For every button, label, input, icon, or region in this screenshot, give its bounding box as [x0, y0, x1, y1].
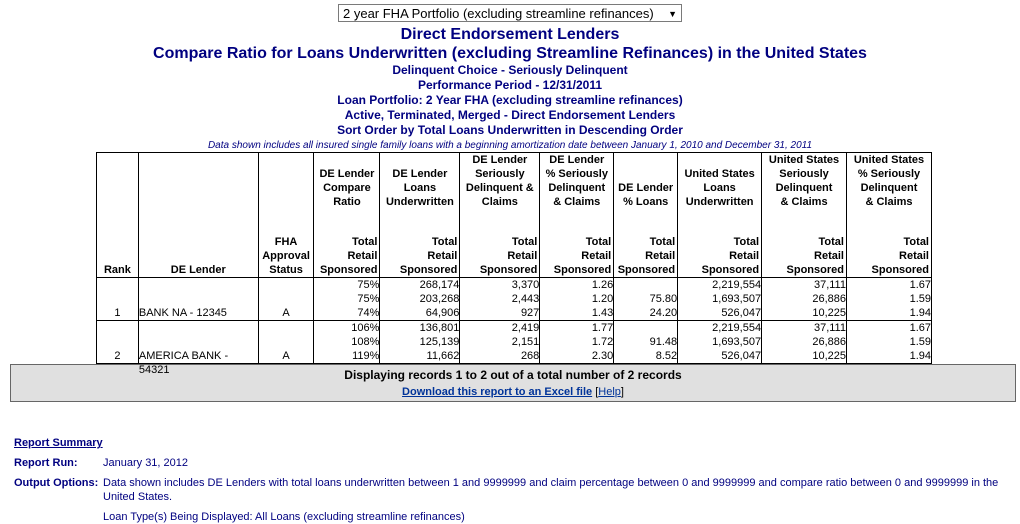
criteria-line: Delinquent Choice - Seriously Delinquent: [392, 63, 628, 77]
rank-cell: 1: [97, 278, 139, 321]
records-footer: Displaying records 1 to 2 out of a total number of 2 records Download this report to an Excel file [Help]: [10, 364, 1016, 402]
us-seriously-delinquent-cell: 37,111 26,886 10,225: [762, 321, 847, 364]
report-run-label: Report Run:: [14, 457, 78, 469]
page-header: [0, 0, 1020, 152]
column-header: DE Lender Seriously Delinquent & Claims Total Retail Sponsored: [460, 153, 540, 278]
page-subtitle: Compare Ratio for Loans Underwritten (excluding Streamline Refinances) in the United States: [153, 45, 867, 62]
compare-ratio-cell: 75% 75% 74%: [314, 278, 380, 321]
column-header: Rank: [97, 153, 139, 278]
column-header: DE Lender: [138, 153, 258, 278]
rank-cell: 2: [97, 321, 139, 364]
page-title: Direct Endorsement Lenders: [400, 26, 620, 43]
criteria-line: Active, Terminated, Merged - Direct Endorsement Lenders: [344, 108, 676, 122]
chevron-down-icon[interactable]: ▼: [668, 9, 677, 19]
data-note: Data shown includes all insured single family loans with a beginning amortization date between January 1, 2010 and December 31, 2011: [207, 140, 813, 151]
table-row: [97, 278, 932, 321]
lender-cell: BANK NA - 12345: [138, 278, 258, 321]
report-run-value: January 31, 2012: [103, 457, 189, 469]
report-summary-title: Report Summary: [14, 437, 103, 449]
seriously-delinquent-cell: 2,419 2,151 268: [460, 321, 540, 364]
us-pct-seriously-delinquent-cell: 1.67 1.59 1.94: [846, 321, 931, 364]
criteria-line: Sort Order by Total Loans Underwritten in Descending Order: [337, 123, 683, 137]
table-row: [97, 321, 932, 364]
column-header: DE Lender % Loans Total Retail Sponsored: [614, 153, 678, 278]
column-header: DE Lender Loans Underwritten Total Retail Sponsored: [380, 153, 460, 278]
help-link[interactable]: Help: [598, 386, 621, 398]
loan-types-value: Loan Type(s) Being Displayed: All Loans (excluding streamline refinances): [103, 511, 465, 523]
us-loans-underwritten-cell: 2,219,554 1,693,507 526,047: [678, 321, 762, 364]
pct-loans-cell: 75.80 24.20: [614, 278, 678, 321]
pct-loans-cell: 91.48 8.52: [614, 321, 678, 364]
report-summary: [14, 436, 1004, 524]
column-header: United States Loans Underwritten Total Retail Sponsored: [678, 153, 762, 278]
loans-underwritten-cell: 136,801 125,139 11,662: [380, 321, 460, 364]
us-pct-seriously-delinquent-cell: 1.67 1.59 1.94: [846, 278, 931, 321]
output-options-value: Data shown includes DE Lenders with total loans underwritten between 1 and 9999999 and claim percentage between 0 and 9999999 and compare ratio between 0 and 9999999 in the United States.: [103, 477, 999, 503]
download-excel-link[interactable]: Download this report to an Excel file: [402, 386, 593, 398]
column-header: FHA Approval Status: [258, 153, 314, 278]
status-cell: A: [258, 321, 314, 364]
column-header: United States Seriously Delinquent & Claims Total Retail Sponsored: [762, 153, 847, 278]
pct-seriously-delinquent-cell: 1.26 1.20 1.43: [540, 278, 614, 321]
portfolio-select-value: 2 year FHA Portfolio (excluding streamline refinances): [343, 6, 654, 21]
criteria-line: Loan Portfolio: 2 Year FHA (excluding streamline refinances): [337, 93, 683, 107]
pct-seriously-delinquent-cell: 1.77 1.72 2.30: [540, 321, 614, 364]
loans-underwritten-cell: 268,174 203,268 64,906: [380, 278, 460, 321]
lender-cell: AMERICA BANK - 54321: [138, 321, 258, 364]
records-count: Displaying records 1 to 2 out of a total number of 2 records: [344, 368, 682, 382]
output-options-label: Output Options:: [14, 477, 99, 489]
column-header: United States % Seriously Delinquent & Claims Total Retail Sponsored: [846, 153, 931, 278]
criteria-line: Performance Period - 12/31/2011: [417, 78, 603, 92]
column-header: DE Lender % Seriously Delinquent & Claims Total Retail Sponsored: [540, 153, 614, 278]
seriously-delinquent-cell: 3,370 2,443 927: [460, 278, 540, 321]
us-loans-underwritten-cell: 2,219,554 1,693,507 526,047: [678, 278, 762, 321]
status-cell: A: [258, 278, 314, 321]
compare-ratio-cell: 106% 108% 119%: [314, 321, 380, 364]
us-seriously-delinquent-cell: 37,111 26,886 10,225: [762, 278, 847, 321]
portfolio-select[interactable]: [338, 4, 682, 22]
column-header: DE Lender Compare Ratio Total Retail Sponsored: [314, 153, 380, 278]
